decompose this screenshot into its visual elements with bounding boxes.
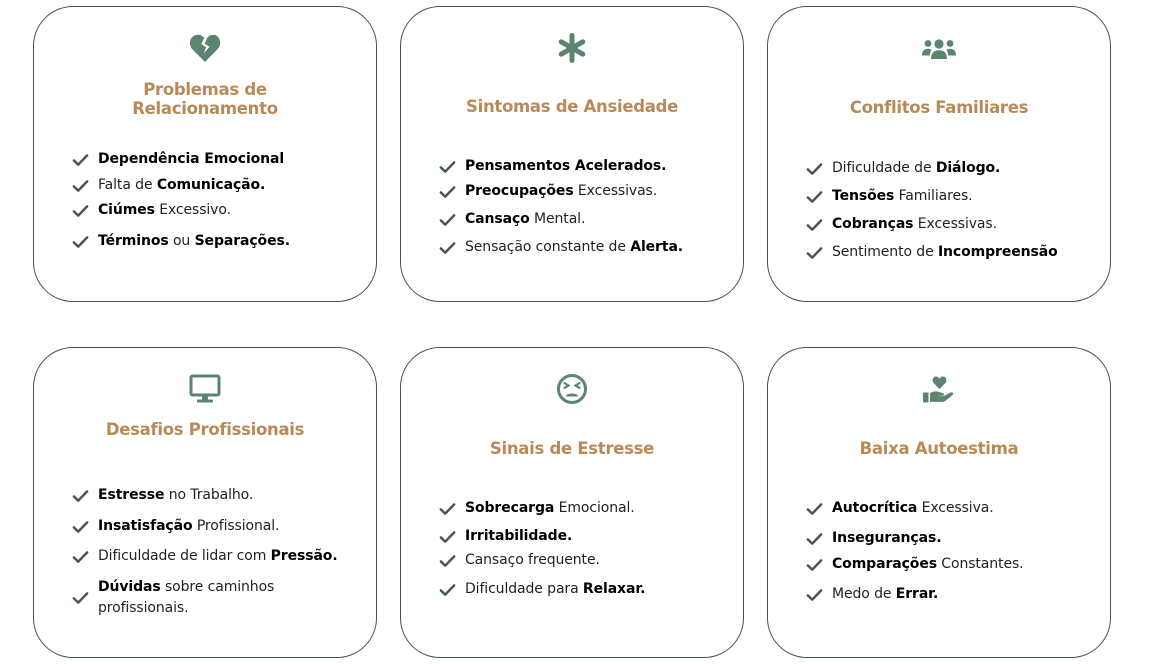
list-item: Dependência Emocional: [72, 149, 366, 170]
card-title: Baixa Autoestima: [859, 439, 1019, 458]
desktop-icon: [189, 374, 221, 404]
list-item: Medo de Errar.: [806, 584, 1100, 605]
check-icon: [72, 235, 89, 249]
check-icon: [439, 502, 456, 516]
card-ansiedade: [400, 6, 744, 302]
list-item: Inseguranças.: [806, 528, 1100, 549]
list-item: Términos ou Separações.: [72, 231, 366, 252]
check-icon: [439, 213, 456, 227]
check-icon: [72, 591, 89, 605]
stressed-face-icon: [556, 373, 588, 405]
check-icon: [439, 160, 456, 174]
check-icon: [439, 583, 456, 597]
check-icon: [72, 204, 89, 218]
list-item: Dificuldade de lidar com Pressão.: [72, 546, 366, 567]
broken-heart-icon: [189, 33, 221, 63]
card-title: Problemas de Relacionamento: [132, 80, 278, 118]
check-icon: [806, 532, 823, 546]
list-item: Ciúmes Excessivo.: [72, 200, 366, 221]
list-item: Pensamentos Acelerados.: [439, 156, 733, 177]
users-icon: [922, 38, 956, 60]
list-item: Dúvidas sobre caminhos profissionais.: [72, 577, 316, 619]
list-item: Comparações Constantes.: [806, 554, 1100, 575]
check-icon: [72, 520, 89, 534]
check-icon: [439, 241, 456, 255]
card-relacionamento: [33, 6, 377, 302]
check-icon: [806, 558, 823, 572]
card-title: Sintomas de Ansiedade: [466, 97, 678, 116]
list-item: Autocrítica Excessiva.: [806, 498, 1100, 519]
check-icon: [806, 246, 823, 260]
list-item: Irritabilidade.: [439, 526, 733, 547]
card-autoestima: [767, 347, 1111, 658]
list-item: Cansaço frequente.: [439, 550, 733, 571]
check-icon: [439, 530, 456, 544]
list-item: Sentimento de Incompreensão: [806, 242, 1100, 263]
check-icon: [806, 218, 823, 232]
list-item: Sobrecarga Emocional.: [439, 498, 733, 519]
list-item: Cobranças Excessivas.: [806, 214, 1100, 235]
check-icon: [72, 489, 89, 503]
hand-holding-heart-icon: [922, 374, 956, 404]
list-item: Preocupações Excessivas.: [439, 181, 733, 202]
check-icon: [806, 162, 823, 176]
check-icon: [72, 550, 89, 564]
check-icon: [72, 153, 89, 167]
check-icon: [439, 554, 456, 568]
card-title: Sinais de Estresse: [489, 439, 655, 458]
check-icon: [806, 190, 823, 204]
list-item: Estresse no Trabalho.: [72, 485, 366, 506]
card-title: Desafios Profissionais: [105, 420, 305, 439]
list-item: Falta de Comunicação.: [72, 175, 366, 196]
card-estresse: [400, 347, 744, 658]
list-item: Tensões Familiares.: [806, 186, 1100, 207]
check-icon: [72, 179, 89, 193]
card-profissionais: [33, 347, 377, 658]
list-item: Insatisfação Profissional.: [72, 516, 366, 537]
check-icon: [439, 185, 456, 199]
list-item: Sensação constante de Alerta.: [439, 237, 733, 258]
list-item: Cansaço Mental.: [439, 209, 733, 230]
list-item: Dificuldade de Diálogo.: [806, 158, 1100, 179]
check-icon: [806, 502, 823, 516]
card-familiares: [767, 6, 1111, 302]
list-item: Dificuldade para Relaxar.: [439, 579, 733, 600]
asterisk-icon: [557, 33, 587, 63]
check-icon: [806, 588, 823, 602]
card-title: Conflitos Familiares: [849, 98, 1029, 117]
